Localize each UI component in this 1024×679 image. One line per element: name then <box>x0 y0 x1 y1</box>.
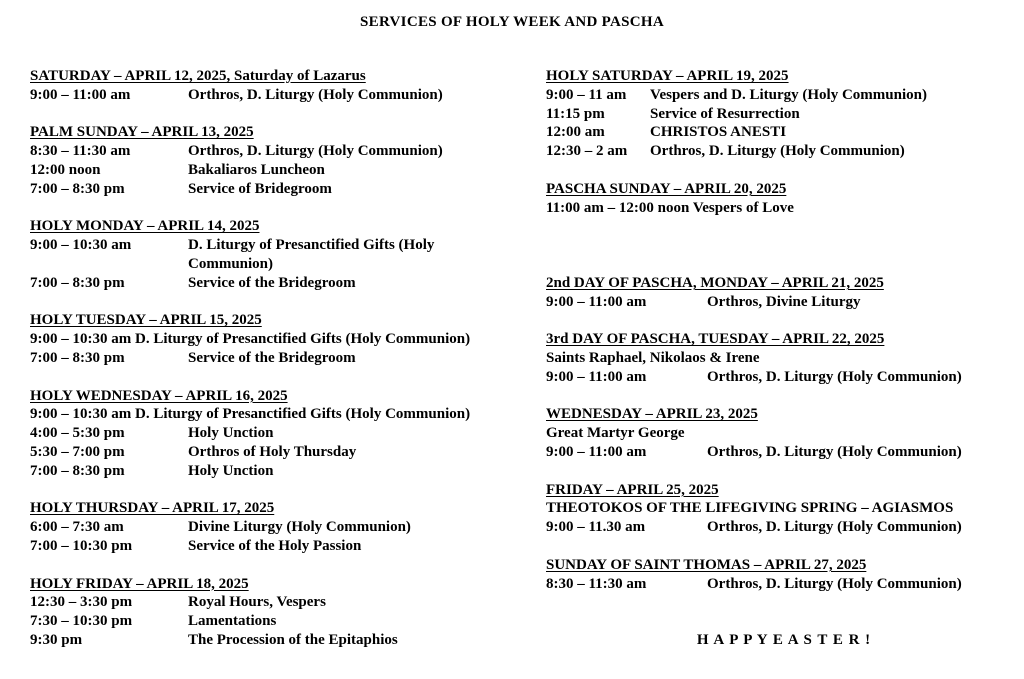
section-heading <box>30 575 522 594</box>
service-description: Service of the Bridegroom <box>188 274 356 291</box>
service-description: Orthros, D. Liturgy (Holy Communion) <box>707 368 962 385</box>
service-description: Orthros, Divine Liturgy <box>707 293 861 310</box>
service-row <box>30 349 522 368</box>
service-row <box>30 462 522 481</box>
service-description: Orthros, D. Liturgy (Holy Communion) <box>707 519 962 536</box>
service-row <box>546 293 1022 312</box>
service-time: 7:00 – 8:30 pm <box>30 274 125 291</box>
service-row <box>546 105 1022 124</box>
service-time: 12:30 – 2 am <box>546 143 628 160</box>
section-heading <box>546 405 1022 424</box>
section-heading-text: SUNDAY OF SAINT THOMAS – APRIL 27, 2025 <box>546 556 867 573</box>
service-time: 9:00 – 11.30 am <box>546 519 646 536</box>
service-row <box>30 593 522 612</box>
section-heading-text: 3rd DAY OF PASCHA, TUESDAY – APRIL 22, 2025 <box>546 331 885 348</box>
service-row <box>30 86 522 105</box>
section-heading <box>546 180 1022 199</box>
service-section <box>546 274 1022 312</box>
service-time: 12:00 noon <box>30 161 101 178</box>
service-time: 9:00 – 11:00 am <box>546 293 647 310</box>
section-heading-text: FRIDAY – APRIL 25, 2025 <box>546 481 719 498</box>
service-section <box>546 556 1022 594</box>
service-section <box>30 499 522 555</box>
section-heading-text: WEDNESDAY – APRIL 23, 2025 <box>546 406 758 423</box>
section-heading <box>546 556 1022 575</box>
service-section <box>546 481 1022 537</box>
service-row-fulltext: Great Martyr George <box>546 425 685 442</box>
service-description: Orthros, D. Liturgy (Holy Communion) <box>707 443 962 460</box>
service-description: Service of the Bridegroom <box>188 349 356 366</box>
service-description: Vespers and D. Liturgy (Holy Communion) <box>650 86 927 103</box>
service-time: 6:00 – 7:30 am <box>30 519 124 536</box>
section-heading <box>546 67 1022 86</box>
section-heading-text: 2nd DAY OF PASCHA, MONDAY – APRIL 21, 2025 <box>546 274 884 291</box>
service-description: Communion) <box>188 255 274 272</box>
service-row <box>30 274 522 293</box>
section-heading <box>546 330 1022 349</box>
service-description: Orthros, D. Liturgy (Holy Communion) <box>650 143 905 160</box>
service-section <box>30 311 522 367</box>
service-row <box>546 86 1022 105</box>
service-description: Orthros, D. Liturgy (Holy Communion) <box>188 86 443 103</box>
service-time: 11:15 pm <box>546 105 605 122</box>
service-time: 8:30 – 11:30 am <box>546 575 647 592</box>
service-row <box>30 161 522 180</box>
document-title: SERVICES OF HOLY WEEK AND PASCHA <box>360 14 664 30</box>
service-description: CHRISTOS ANESTI <box>650 124 787 141</box>
service-description: Divine Liturgy (Holy Communion) <box>188 519 411 536</box>
service-row <box>30 142 522 161</box>
right-column <box>546 67 1022 650</box>
service-description: Holy Unction <box>188 462 274 479</box>
service-description: Service of Bridegroom <box>188 180 332 197</box>
section-heading-text: HOLY SATURDAY – APRIL 19, 2025 <box>546 68 789 84</box>
service-time: 7:00 – 8:30 pm <box>30 180 125 197</box>
closing-greeting: H A P P Y E A S T E R ! <box>696 631 872 648</box>
service-row <box>546 123 1022 142</box>
service-time: 12:30 – 3:30 pm <box>30 594 133 611</box>
section-heading <box>30 217 522 236</box>
service-row <box>546 443 1022 462</box>
section-heading-text: HOLY FRIDAY – APRIL 18, 2025 <box>30 575 249 592</box>
service-description: Orthros of Holy Thursday <box>188 443 357 460</box>
service-description: Service of Resurrection <box>650 105 800 122</box>
service-row <box>30 537 522 556</box>
service-section <box>30 123 522 198</box>
section-heading <box>30 67 522 86</box>
service-time: 7:00 – 8:30 pm <box>30 462 125 479</box>
section-heading <box>30 499 522 518</box>
left-column <box>30 67 522 650</box>
service-time: 12:00 am <box>546 124 605 141</box>
service-time: 7:30 – 10:30 pm <box>30 613 133 630</box>
service-row-fulltext: Saints Raphael, Nikolaos & Irene <box>546 349 760 366</box>
service-time: 9:30 pm <box>30 631 83 648</box>
service-section <box>30 387 522 481</box>
service-section <box>546 180 1022 218</box>
service-time: 9:00 – 11:00 am <box>546 443 647 460</box>
service-row-fulltext: THEOTOKOS OF THE LIFEGIVING SPRING – AGIASMOS <box>546 500 954 517</box>
service-description: D. Liturgy of Presanctified Gifts (Holy <box>188 237 435 254</box>
service-description: Service of the Holy Passion <box>188 537 362 554</box>
service-time: 7:00 – 8:30 pm <box>30 349 125 366</box>
section-heading <box>30 387 522 406</box>
section-heading-text: HOLY TUESDAY – APRIL 15, 2025 <box>30 312 262 329</box>
service-time <box>30 255 188 274</box>
service-time: 9:00 – 11:00 am <box>30 86 131 103</box>
service-row <box>30 255 522 274</box>
service-row-fulltext: 11:00 am – 12:00 noon Vespers of Love <box>546 199 794 216</box>
service-row <box>30 236 522 255</box>
section-heading <box>30 123 522 142</box>
service-row <box>546 575 1022 594</box>
service-row <box>30 518 522 537</box>
section-heading <box>546 274 1022 293</box>
service-section <box>30 575 522 650</box>
section-heading-text: PASCHA SUNDAY – APRIL 20, 2025 <box>546 180 787 197</box>
section-heading-text: HOLY WEDNESDAY – APRIL 16, 2025 <box>30 387 288 404</box>
service-description: Orthros, D. Liturgy (Holy Communion) <box>707 575 962 592</box>
service-row <box>30 612 522 631</box>
service-row <box>546 368 1022 387</box>
service-time: 5:30 – 7:00 pm <box>30 443 125 460</box>
service-row <box>546 518 1022 537</box>
service-time: 7:00 – 10:30 pm <box>30 537 133 554</box>
service-section <box>546 405 1022 461</box>
service-description: Orthros, D. Liturgy (Holy Communion) <box>188 143 443 160</box>
service-section <box>546 67 1022 161</box>
service-time: 4:00 – 5:30 pm <box>30 425 125 442</box>
service-description: Holy Unction <box>188 425 274 442</box>
service-time: 9:00 – 11:00 am <box>546 368 647 385</box>
section-heading-text: PALM SUNDAY – APRIL 13, 2025 <box>30 124 254 141</box>
service-description: Bakaliaros Luncheon <box>188 161 325 178</box>
service-row <box>30 631 522 650</box>
service-row <box>30 443 522 462</box>
service-section <box>30 67 522 105</box>
service-row <box>30 424 522 443</box>
service-section <box>30 217 522 292</box>
service-row <box>546 142 1022 161</box>
service-description: The Procession of the Epitaphios <box>188 631 398 648</box>
service-row-fulltext: 9:00 – 10:30 am D. Liturgy of Presanctified Gifts (Holy Communion) <box>30 331 471 348</box>
section-heading <box>30 311 522 330</box>
service-section <box>546 330 1022 386</box>
service-row <box>30 180 522 199</box>
service-description: Lamentations <box>188 613 277 630</box>
service-time: 9:00 – 11 am <box>546 86 627 103</box>
service-time: 8:30 – 11:30 am <box>30 143 131 160</box>
section-heading-text: HOLY THURSDAY – APRIL 17, 2025 <box>30 500 275 517</box>
section-heading-text: SATURDAY – APRIL 12, 2025, Saturday of Lazarus <box>30 68 366 84</box>
service-row-fulltext: 9:00 – 10:30 am D. Liturgy of Presanctified Gifts (Holy Communion) <box>30 406 471 423</box>
section-heading <box>546 481 1022 500</box>
service-description: Royal Hours, Vespers <box>188 594 326 611</box>
section-heading-text: HOLY MONDAY – APRIL 14, 2025 <box>30 218 260 235</box>
service-time: 9:00 – 10:30 am <box>30 237 132 254</box>
